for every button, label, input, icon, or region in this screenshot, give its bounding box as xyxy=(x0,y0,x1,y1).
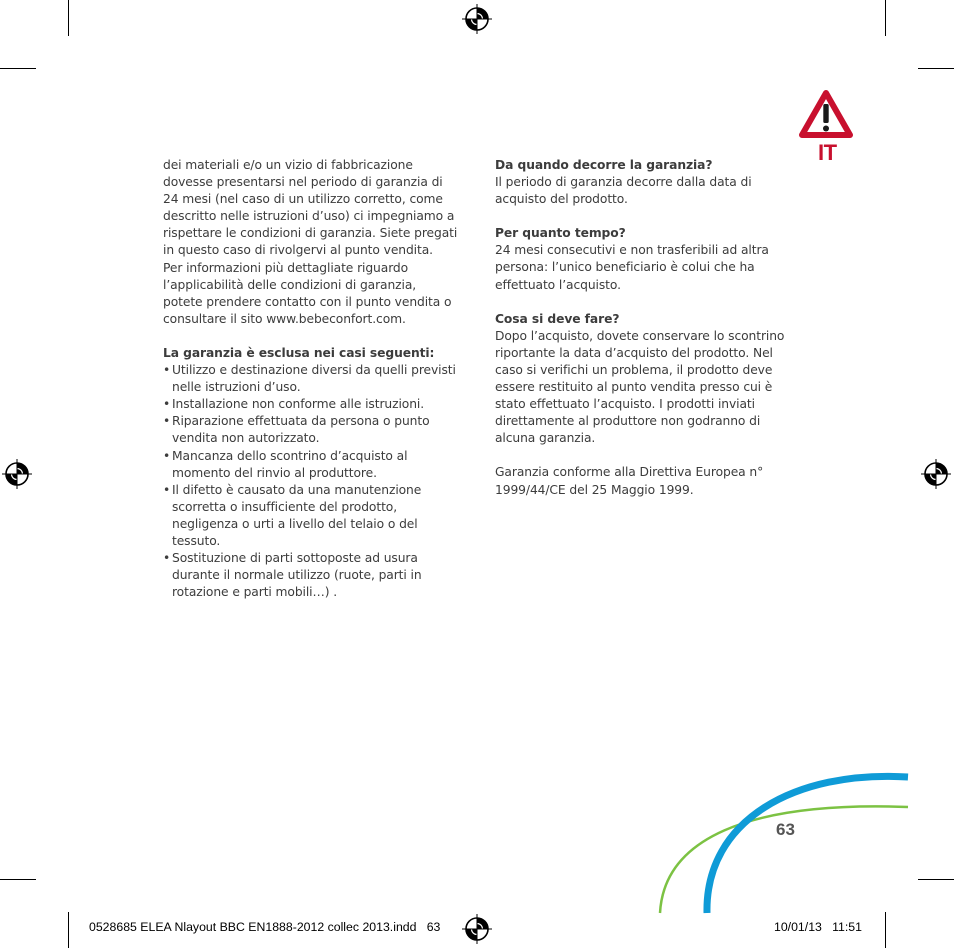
crop-mark-top-right-v xyxy=(885,0,886,36)
right-column xyxy=(495,157,805,499)
exclusion-item: • Riparazione effettuata da persona o punto vendita non autorizzato. xyxy=(163,413,473,447)
registration-mark-left-icon xyxy=(2,459,32,489)
crop-mark-top-left-h xyxy=(0,68,36,69)
crop-mark-bottom-right-h xyxy=(918,879,954,880)
crop-mark-bottom-right-v xyxy=(885,912,886,948)
registration-mark-top-icon xyxy=(462,4,492,34)
exclusion-item: • Installazione non conforme alle istruzioni. xyxy=(163,396,473,413)
registration-mark-right-icon xyxy=(921,459,951,489)
exclusion-item: • Il difetto è causato da una manutenzione scorretta o insufficiente del prodotto, negligenza o urti a livello del telaio o del tessuto. xyxy=(163,482,473,550)
exclusion-item: • Utilizzo e destinazione diversi da quelli previsti nelle istruzioni d’uso. xyxy=(163,362,473,396)
section-body-duration: 24 mesi consecutivi e non trasferibili ad altra persona: l’unico beneficiario è colui che ha effettuato l’acquisto. xyxy=(495,243,769,292)
section-body-what-to-do: Dopo l’acquisto, dovete conservare lo scontrino riportante la data d’acquisto del prodotto. Nel caso si verifichi un problema, il prodotto deve essere restituito al punto vendita presso cui è stato effettuato l’acquisto. I prodotti inviati direttamente al produttore non godranno di alcuna garanzia. xyxy=(495,328,785,446)
warranty-intro-paragraph: dei materiali e/o un vizio di fabbricazione dovesse presentarsi nel periodo di garanzia di 24 mesi (nel caso di un utilizzo corretto, come descritto nelle istruzioni d’uso) ci impegniamo a rispettare le condizioni di garanzia. Siete pregati in questo caso di rivolgervi al punto vendita. Per informazioni più dettagliate riguardo l’applicabilità delle condizioni di garanzia, potete prendere contatto con il punto vendita o consultare il sito www.bebeconfort.com. xyxy=(163,158,458,326)
language-code: IT xyxy=(818,140,837,165)
decorative-arcs-icon xyxy=(650,765,910,915)
left-column xyxy=(163,157,473,601)
page-number: 63 xyxy=(776,820,795,839)
section-heading-start-date: Da quando decorre la garanzia? xyxy=(495,158,713,172)
registration-mark-bottom-icon xyxy=(462,914,492,944)
warning-triangle-icon xyxy=(797,88,855,140)
slug-datetime: 10/01/13 11:51 xyxy=(774,920,862,934)
section-heading-what-to-do: Cosa si deve fare? xyxy=(495,311,620,326)
slug-file-info: 0528685 ELEA Nlayout BBC EN1888-2012 collec 2013.indd 63 xyxy=(89,920,441,934)
exclusion-item: • Mancanza dello scontrino d’acquisto al momento del rinvio al produttore. xyxy=(163,448,473,482)
exclusions-list xyxy=(163,362,473,601)
section-body-start-date: Il periodo di garanzia decorre dalla data di acquisto del prodotto. xyxy=(495,175,752,207)
crop-mark-bottom-left-h xyxy=(0,879,36,880)
section-heading-duration: Per quanto tempo? xyxy=(495,226,626,241)
crop-mark-bottom-left-v xyxy=(68,912,69,948)
crop-mark-top-right-h xyxy=(918,68,954,69)
directive-note: Garanzia conforme alla Direttiva Europea n° 1999/44/CE del 25 Maggio 1999. xyxy=(495,465,764,497)
exclusion-item: • Sostituzione di parti sottoposte ad usura durante il normale utilizzo (ruote, parti in rotazione e parti mobili…) . xyxy=(163,550,473,601)
crop-mark-top-left-v xyxy=(68,0,69,36)
exclusions-heading: La garanzia è esclusa nei casi seguenti: xyxy=(163,345,435,360)
